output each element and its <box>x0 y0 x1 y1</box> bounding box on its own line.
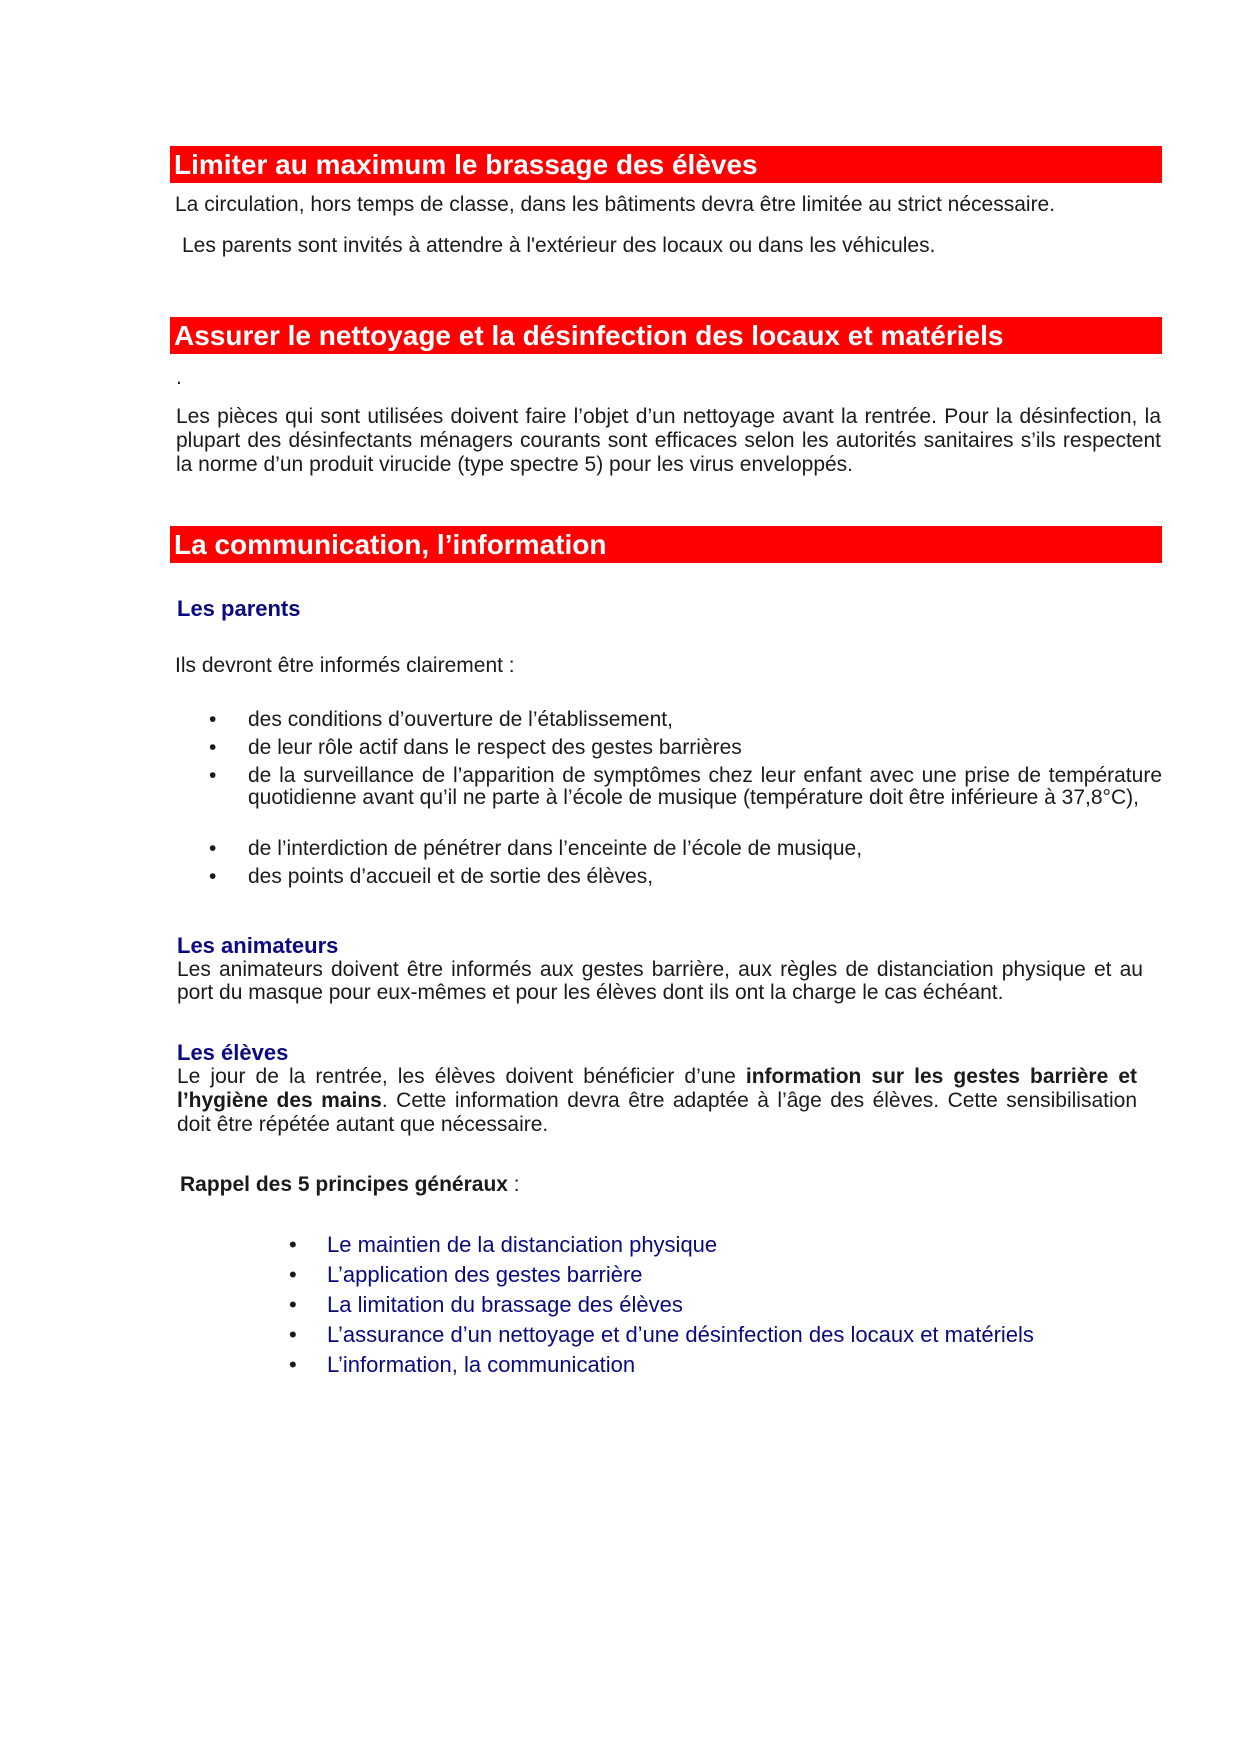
rappel-label-colon: : <box>507 1173 520 1196</box>
stray-dot: . <box>176 366 182 389</box>
paragraph-animateurs: Les animateurs doivent être informés aux gestes barrière, aux règles de distanciation physique et au port du masque pour eux-mêmes et pour les élèves dont ils ont la charge le cas échéant. <box>177 958 1143 1004</box>
eleves-text-start: Le jour de la rentrée, les élèves doivent bénéficier d’une <box>177 1065 746 1088</box>
paragraph-eleves <box>177 1065 1137 1137</box>
eleves-text-bold: information sur les gestes barrière et l’hygiène des mains <box>177 1065 1137 1112</box>
list-item-text: de leur rôle actif dans le respect des gestes barrières <box>248 736 742 759</box>
list-item-text: La limitation du brassage des élèves <box>327 1292 683 1317</box>
paragraph-circulation: La circulation, hors temps de classe, dans les bâtiments devra être limitée au strict nécessaire. <box>175 193 1056 216</box>
bullet-icon: • <box>209 837 217 860</box>
list-item-text: L’information, la communication <box>327 1352 636 1377</box>
section-banner-communication: La communication, l’information <box>170 526 1162 563</box>
list-item-text: de l’interdiction de pénétrer dans l’enceinte de l’école de musique, <box>248 837 863 860</box>
rappel-label <box>180 1173 520 1196</box>
eleves-text-end: . Cette information devra être adaptée à l’âge des élèves. Cette sensibilisation doit être répétée autant que nécessaire. <box>177 1089 1137 1136</box>
list-item-text: L’application des gestes barrière <box>327 1262 643 1287</box>
bullet-icon: • <box>289 1322 297 1347</box>
bullet-icon: • <box>209 764 217 787</box>
section-banner-nettoyage: Assurer le nettoyage et la désinfection des locaux et matériels <box>170 317 1162 354</box>
list-item-text: des conditions d’ouverture de l’établissement, <box>248 708 673 731</box>
subheading-eleves: Les élèves <box>177 1040 289 1065</box>
list-item-text: des points d’accueil et de sortie des élèves, <box>248 865 654 888</box>
bullet-icon: • <box>289 1292 297 1317</box>
rappel-label-bold: Rappel des 5 principes généraux <box>180 1173 508 1196</box>
paragraph-parents-attendre: Les parents sont invités à attendre à l'extérieur des locaux ou dans les véhicules. <box>182 234 936 257</box>
subheading-parents: Les parents <box>177 596 301 621</box>
section-banner-limiter: Limiter au maximum le brassage des élèves <box>170 146 1162 183</box>
list-item-text: de la surveillance de l’apparition de symptômes chez leur enfant avec une prise de température quotidienne avant qu’il ne parte à l’école de musique (température doit être inférieure à 37,8°C), <box>248 764 1162 809</box>
list-item-text: L’assurance d’un nettoyage et d’une désinfection des locaux et matériels <box>327 1322 1034 1347</box>
bullet-icon: • <box>289 1352 297 1377</box>
bullet-icon: • <box>289 1262 297 1287</box>
bullet-icon: • <box>209 736 217 759</box>
bullet-icon: • <box>209 708 217 731</box>
bullet-icon: • <box>209 865 217 888</box>
paragraph-desinfection: Les pièces qui sont utilisées doivent faire l’objet d’un nettoyage avant la rentrée. Pour la désinfection, la plupart des désinfectants ménagers courants sont efficaces selon les autorités sanitaires s’ils respectent la norme d’un produit virucide (type spectre 5) pour les virus enveloppés. <box>176 405 1161 476</box>
bullet-icon: • <box>289 1232 297 1257</box>
subheading-animateurs: Les animateurs <box>177 933 339 958</box>
paragraph-parents-intro: Ils devront être informés clairement : <box>175 654 515 677</box>
list-item-text: Le maintien de la distanciation physique <box>327 1232 718 1257</box>
